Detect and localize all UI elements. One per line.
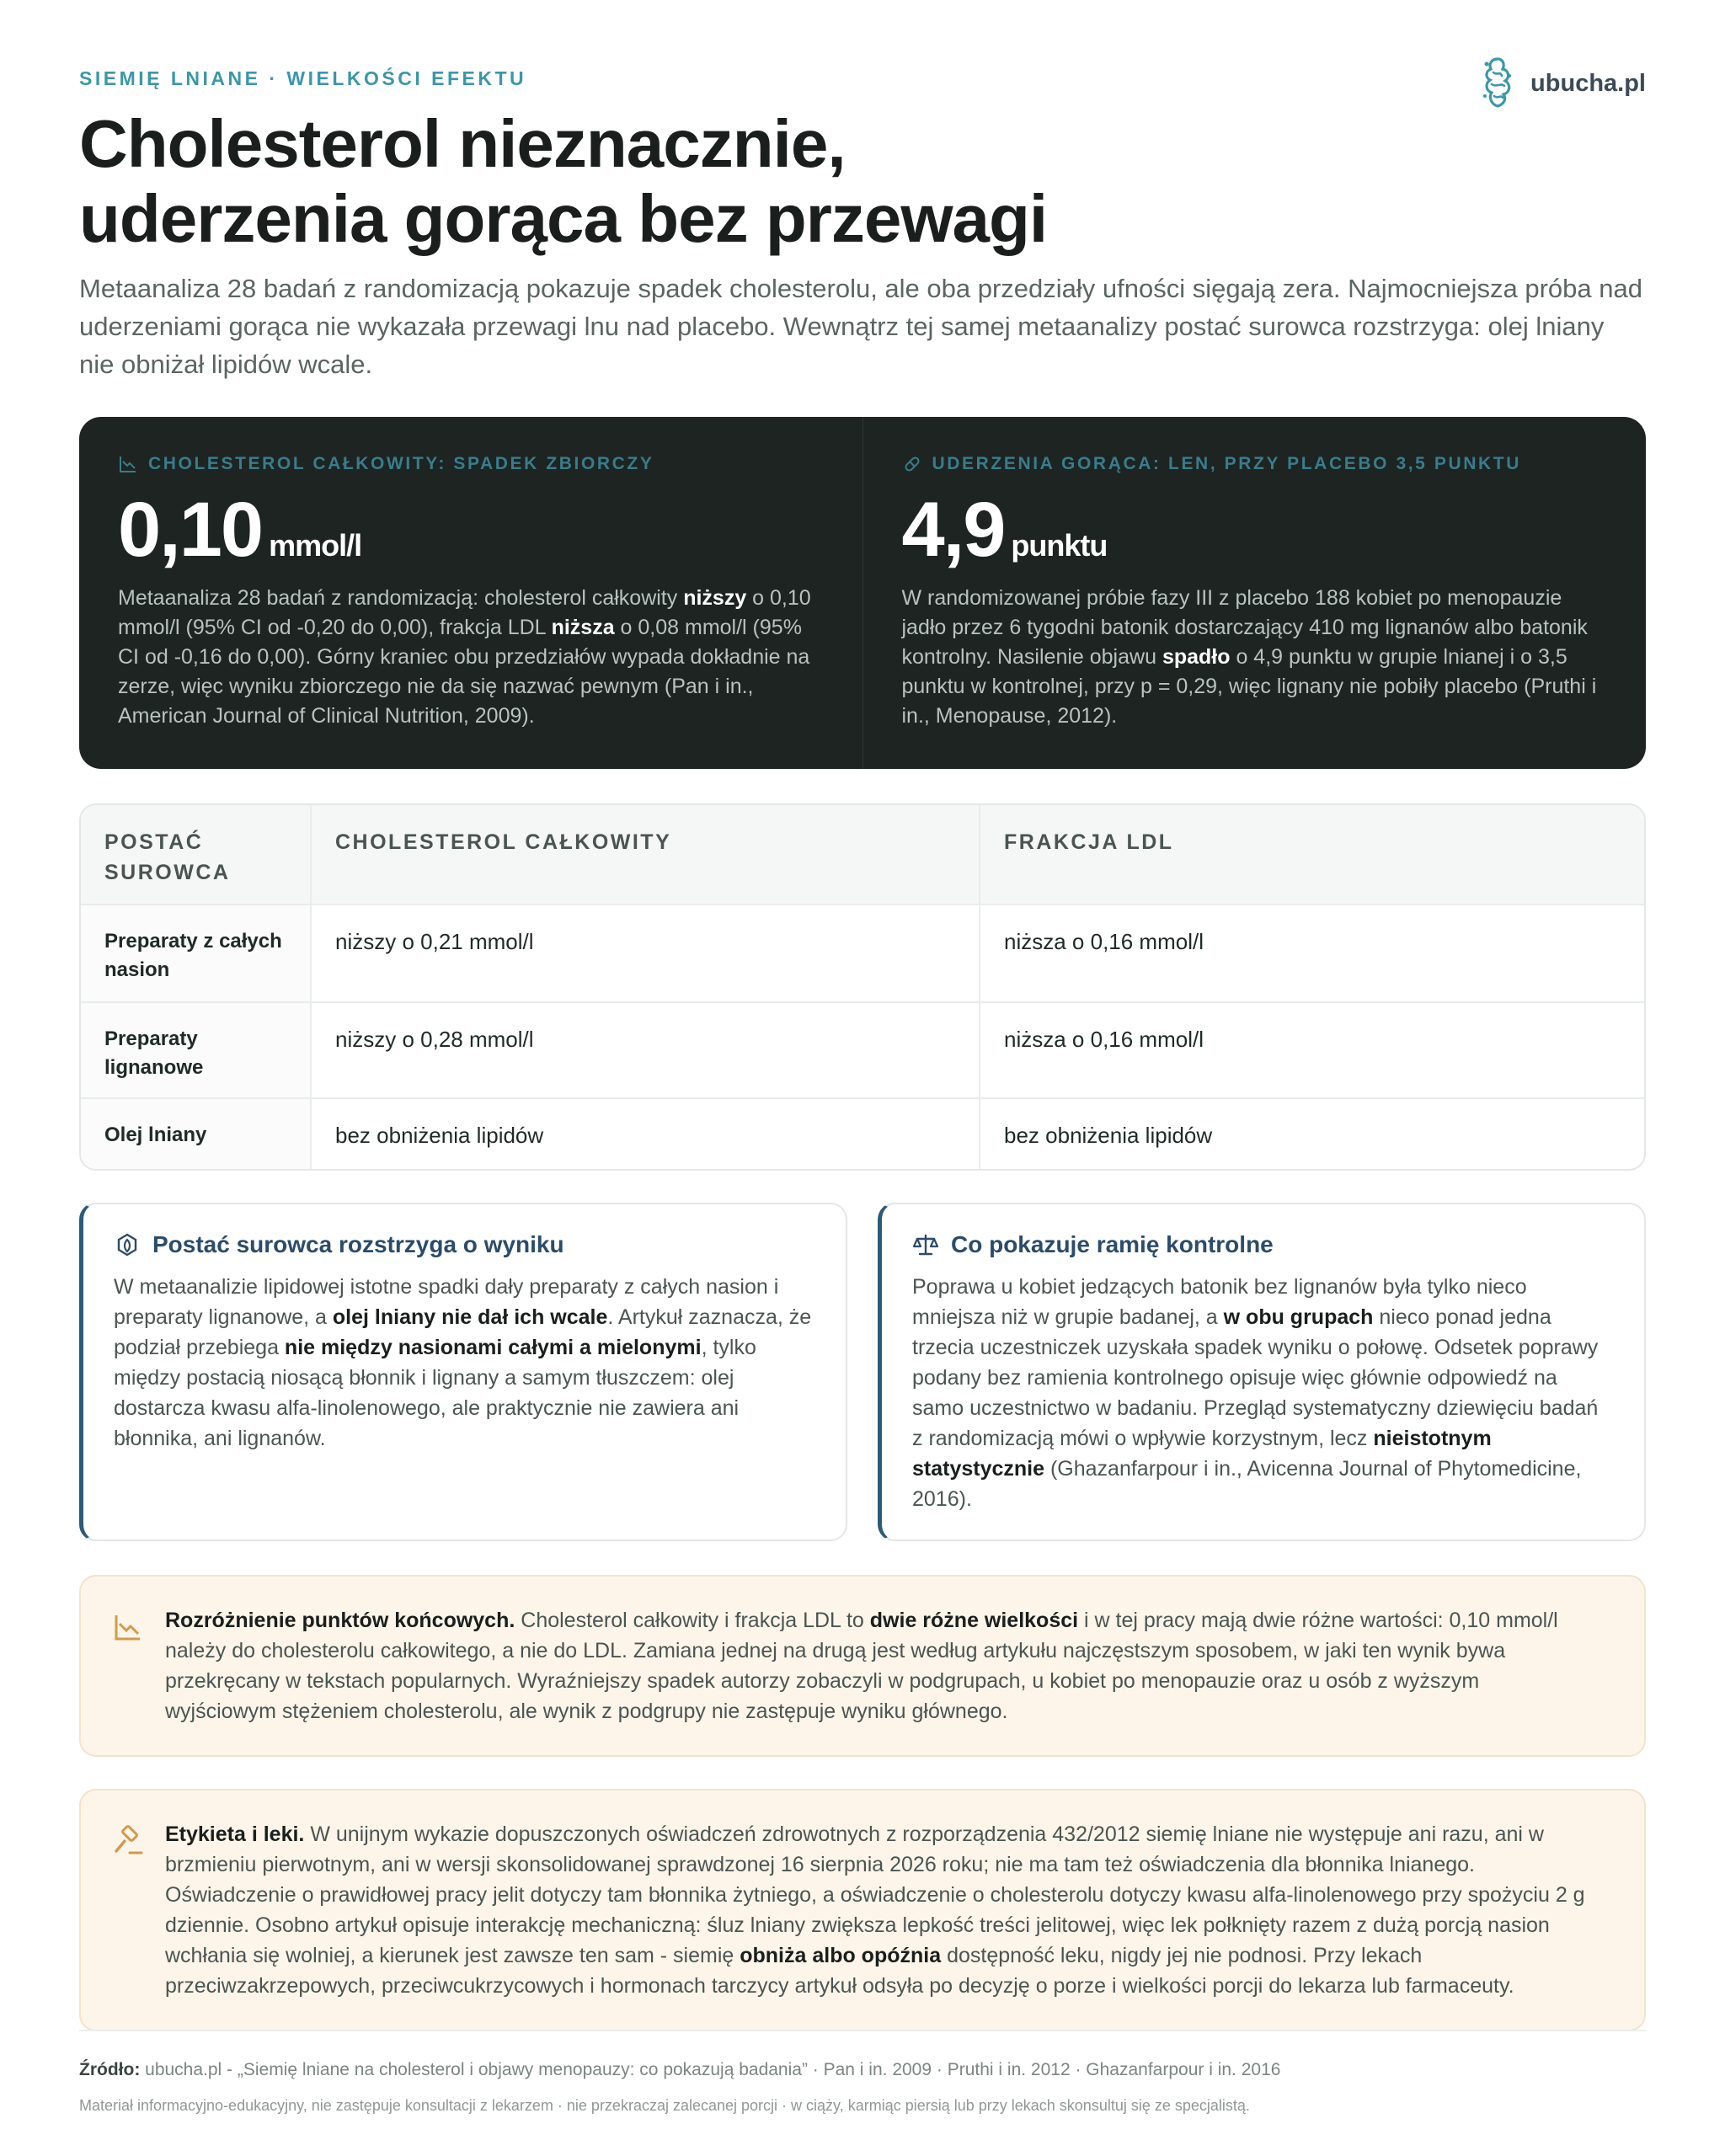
- source-text: ubucha.pl - „Siemię lniane na cholesterol i objawy menopauzy: co pokazują badania” · Pan i in. 2009 · Pruthi i in. 2012 · Ghazanfarpour i in. 2016: [140, 2060, 1281, 2079]
- comparison-table: [79, 803, 1646, 1171]
- table-row: [81, 905, 1644, 1002]
- card-title: Co pokazuje ramię kontrolne: [951, 1231, 1274, 1257]
- title-line-1: Cholesterol nieznacznie,: [79, 106, 846, 181]
- text-run: Metaanaliza 28 badań z randomizacją: cholesterol całkowity: [118, 586, 684, 610]
- text-run: W unijnym wykazie dopuszczonych oświadczeń zdrowotnych z rozporządzenia 432/2012 siemię lniane nie występuje ani razu, ani w brzmieniu pierwotnym, ani w wersji skonsolidowanej sprawdzonej 16 sierpnia 2026 roku; nie ma tam też oświadczenia dla błonnika lnianego. Oświadczenie o prawidłowej pracy jelit dotyczy tam błonnika żytniego, a oświadczenie o cholesterolu dotyczy kwasu alfa-linolenowego przy spożyciu 2 g dziennie. Osobno artykuł opisuje interakcję mechaniczną: śluz lniany zwiększa lepkość treści jelitowej, więc lek połknięty razem z dużą porcją nasion wchłania się wolniej, a kierunek jest zawsze ten sam - siemię: [165, 1822, 1585, 1967]
- stat-number: 4,9: [901, 487, 1005, 573]
- text-emphasis: w obu grupach: [1223, 1305, 1374, 1329]
- table-cell: bez obniżenia lipidów: [980, 1098, 1644, 1169]
- text-run: o 0,10 mmol/l (95% CI od -0,20 do 0,00), frakcja LDL: [118, 586, 811, 639]
- table-header-row: [81, 805, 1644, 905]
- stat-unit: mmol/l: [269, 528, 362, 563]
- info-card-form: [79, 1203, 847, 1541]
- card-header: [912, 1231, 1612, 1258]
- text-run: Poprawa u kobiet jedzących batonik bez lignanów była tylko nieco mniejsza niż w grupie badanej, a: [912, 1275, 1527, 1329]
- stat-number: 0,10: [118, 487, 263, 573]
- info-card-control: [878, 1203, 1646, 1541]
- card-title: Postać surowca rozstrzyga o wyniku: [152, 1231, 564, 1257]
- column-header: FRAKCJA LDL: [980, 805, 1644, 905]
- table-cell: niższy o 0,28 mmol/l: [311, 1002, 980, 1098]
- text-run: W randomizowanej próbie fazy III z placebo 188 kobiet po menopauzie jadło przez 6 tygodni batonik dostarczający 410 mg lignanów albo batonik kontrolny. Nasilenie objawu: [901, 586, 1588, 669]
- source-line: [79, 2060, 1280, 2080]
- stat-label-text: CHOLESTEROL CAŁKOWITY: SPADEK ZBIORCZY: [148, 454, 654, 473]
- note-lead: Rozróżnienie punktów końcowych.: [165, 1609, 515, 1632]
- text-run: o 0,08 mmol/l (95% CI od -0,16 do 0,00). Górny kraniec obu przedziałów wypada dokładnie na zerze, więc wyniku zbiorczego nie da się nazwać pewnym (Pan i in., American Journal of Clinical Nutrition, 2009).: [118, 616, 810, 728]
- disclaimer: Materiał informacyjno-edukacyjny, nie zastępuje konsultacji z lekarzem · nie przekraczaj zalecanej porcji · w ciąży, karmiąc piersią lub przy lekach skonsultuj się ze specjalistą.: [79, 2097, 1250, 2114]
- card-body: [114, 1272, 814, 1454]
- text-emphasis: niższa: [551, 616, 615, 639]
- stat-description: [118, 584, 817, 731]
- gavel-icon: [111, 1824, 145, 1858]
- kicker: SIEMIĘ LNIANE · WIELKOŚCI EFEKTU: [79, 67, 527, 89]
- stat-unit: punktu: [1011, 528, 1108, 563]
- stat-description: [902, 584, 1601, 731]
- column-header: CHOLESTEROL CAŁKOWITY: [311, 805, 980, 905]
- title-line-2: uderzenia gorąca bez przewagi: [79, 181, 1048, 256]
- note-text: [165, 1819, 1594, 2001]
- footer-divider: [79, 2030, 1646, 2031]
- text-run: . Artykuł zaznacza, że podział przebiega: [114, 1305, 812, 1359]
- stat-value: [902, 488, 1608, 572]
- card-body: [912, 1272, 1612, 1514]
- card-header: [114, 1231, 814, 1258]
- scale-icon: [912, 1231, 939, 1258]
- stat-hot-flashes: [862, 417, 1647, 769]
- page-title: [79, 106, 1258, 256]
- text-emphasis: olej lniany nie dał ich wcale: [332, 1305, 608, 1329]
- text-run: (Ghazanfarpour i in., Avicenna Journal of Phytomedicine, 2016).: [912, 1457, 1582, 1511]
- text-run: dostępność leku, nigdy jej nie podnosi. Przy lekach przeciwzakrzepowych, przeciwcukrzycowych i hormonach tarczycy artykuł odsyła po decyzję o porze i wielkości porcji do lekarza lub farmaceuty.: [165, 1944, 1514, 1998]
- note-label-drugs: [79, 1789, 1646, 2031]
- row-header: Preparaty z całych nasion: [81, 905, 311, 1002]
- text-run: o 4,9 punktu w grupie lnianej i o 3,5 punktu w kontrolnej, przy p = 0,29, więc lignany nie pobiły placebo (Pruthi i in., Menopause, 2012).: [901, 645, 1597, 728]
- brand-name: ubucha.pl: [1530, 69, 1646, 97]
- pill-icon: [902, 454, 922, 474]
- note-endpoints: [79, 1575, 1646, 1757]
- note-text: [165, 1605, 1594, 1726]
- seed-icon: [114, 1231, 141, 1258]
- text-emphasis: nieistotnym statystycznie: [912, 1427, 1492, 1481]
- table-cell: niższy o 0,21 mmol/l: [311, 905, 980, 1002]
- row-header: Preparaty lignanowe: [81, 1002, 311, 1098]
- table-row: [81, 1098, 1644, 1169]
- text-emphasis: spadło: [1162, 645, 1231, 669]
- table-row: [81, 1002, 1644, 1098]
- stat-cholesterol: [79, 417, 862, 769]
- table: [81, 805, 1644, 1169]
- text-emphasis: niższy: [683, 586, 747, 610]
- text-run: nieco ponad jedna trzecia uczestniczek uzyskała spadek wyniku o połowę. Odsetek poprawy podany bez ramienia kontrolnego opisuje więc głównie odpowiedź na samo uczestnictwo w badaniu. Przegląd systematyczny dziewięciu badań z randomizacją mówi o wpływie korzystnym, lecz: [912, 1305, 1599, 1450]
- stat-label-text: UDERZENIA GORĄCA: LEN, PRZY PLACEBO 3,5 PUNKTU: [932, 454, 1521, 473]
- text-run: , tylko między postacią niosącą błonnik i lignany a samym tłuszczem: olej dostarcza kwasu alfa-linolenowego, ale praktycznie nie zawiera ani błonnika, ani lignanów.: [114, 1336, 756, 1450]
- chart-down-icon: [118, 454, 138, 474]
- brand-logo[interactable]: [1475, 54, 1646, 113]
- text-emphasis: dwie różne wielkości: [869, 1609, 1079, 1632]
- text-emphasis: obniża albo opóźnia: [740, 1944, 942, 1967]
- table-cell: niższa o 0,16 mmol/l: [980, 1002, 1644, 1098]
- text-run: i w tej pracy mają dwie różne wartości: 0,10 mmol/l należy do cholesterolu całkowitego, a nie do LDL. Zamiana jednej na drugą jest według artykułu najczęstszym sposobem, w jaki ten wynik bywa przekręcany w tekstach popularnych. Wyraźniejszy spadek autorzy zobaczyli w podgrupach, u kobiet po menopauzie oraz u osób z wyższym wyjściowym stężeniem cholesterolu, ale wynik z podgrupy nie zastępuje wyniku głównego.: [165, 1609, 1558, 1723]
- lead-paragraph: Metaanaliza 28 badań z randomizacją pokazuje spadek cholesterolu, ale oba przedziały ufności sięgają zera. Najmocniejsza próba nad uderzeniami gorąca nie wykazała przewagi lnu nad placebo. Wewnątrz tej samej metaanalizy postać surowca rozstrzyga: olej lniany nie obniżał lipidów wcale.: [79, 274, 1642, 379]
- kombucha-logo-icon: [1475, 54, 1520, 113]
- source-label: Źródło:: [79, 2060, 141, 2079]
- chart-down-icon: [111, 1610, 145, 1644]
- text-run: Cholesterol całkowity i frakcja LDL to: [515, 1609, 870, 1632]
- column-header: POSTAĆ SUROWCA: [104, 830, 231, 884]
- stat-label: [902, 454, 1608, 474]
- stat-value: [118, 488, 824, 572]
- text-emphasis: nie między nasionami całymi a mielonymi: [284, 1336, 702, 1359]
- stats-panel: [79, 417, 1646, 769]
- row-header: Olej lniany: [81, 1098, 311, 1169]
- table-cell: niższa o 0,16 mmol/l: [980, 905, 1644, 1002]
- table-cell: bez obniżenia lipidów: [311, 1098, 980, 1169]
- text-run: W metaanalizie lipidowej istotne spadki dały preparaty z całych nasion i preparaty lignanowe, a: [114, 1275, 779, 1329]
- note-lead: Etykieta i leki.: [165, 1822, 305, 1846]
- stat-label: [118, 454, 824, 474]
